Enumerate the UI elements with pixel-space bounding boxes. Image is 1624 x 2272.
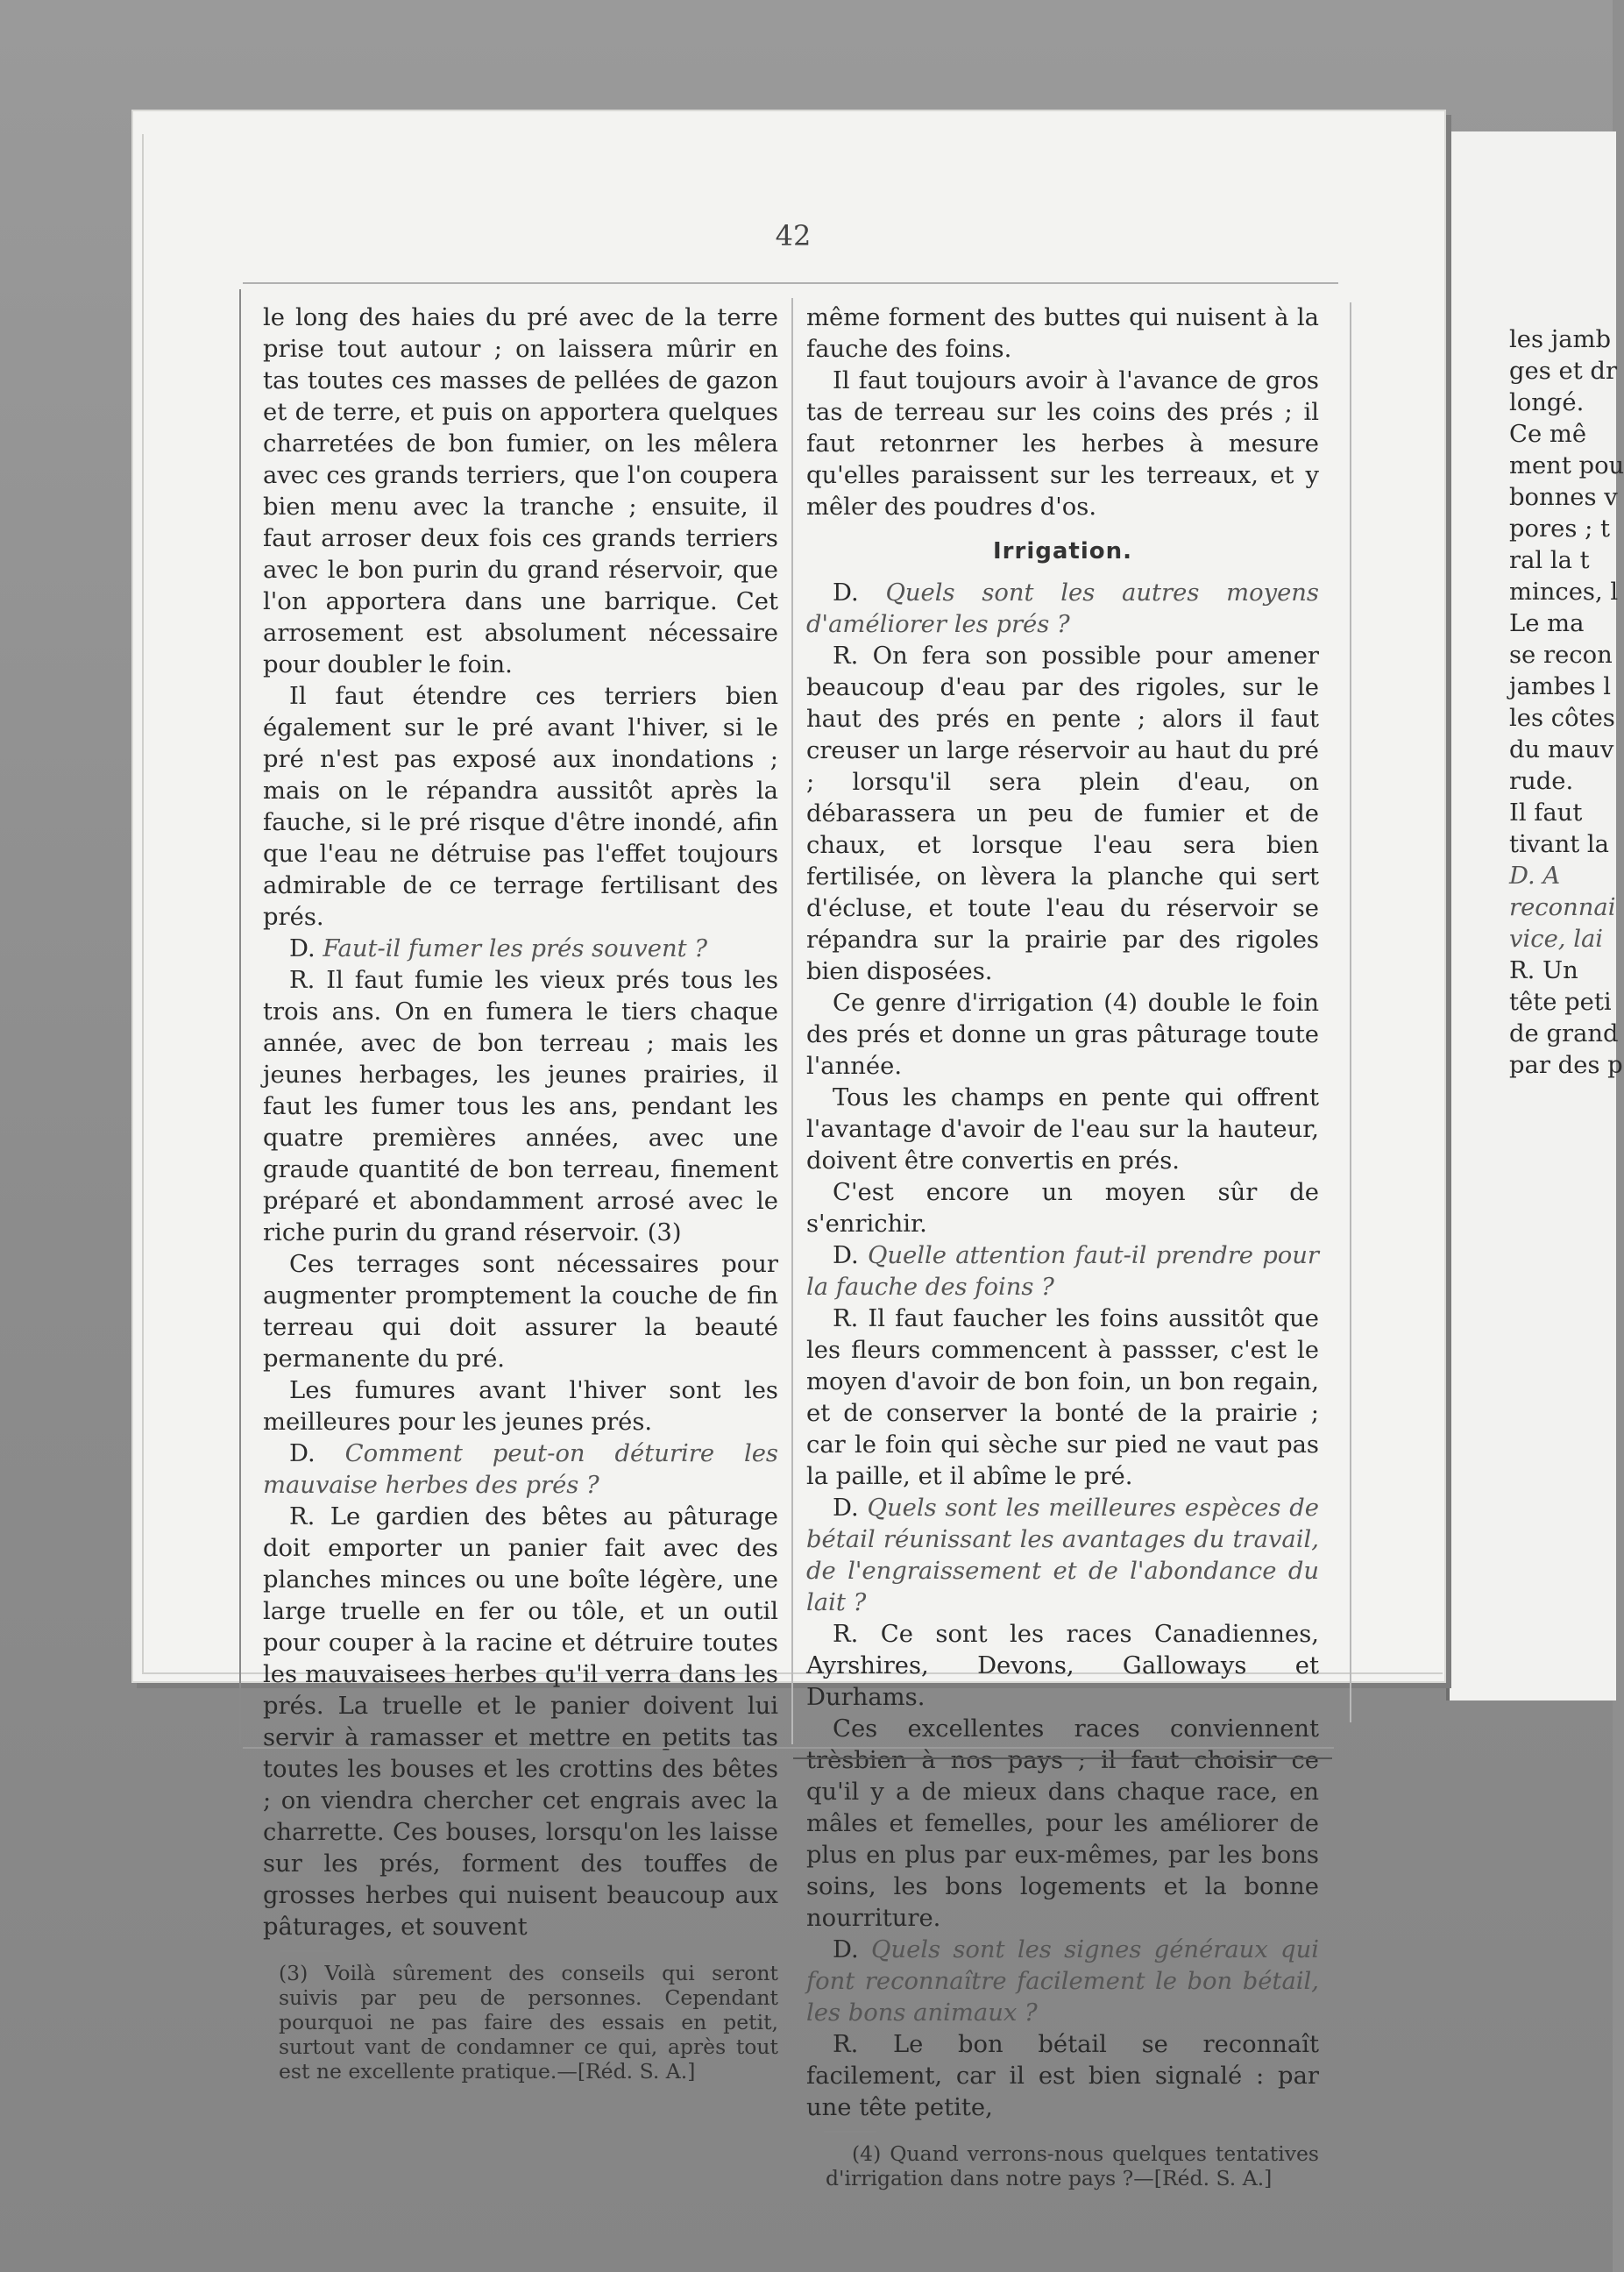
facing-page-line: Ce mê — [1509, 421, 1587, 448]
facing-page-line: longé. — [1509, 389, 1585, 416]
facing-page-line: ment pou — [1509, 452, 1624, 479]
question-paragraph — [263, 1438, 778, 1502]
left-column — [263, 302, 778, 2084]
question-label: D. — [289, 1440, 345, 1467]
header-rule — [243, 282, 1338, 284]
page-bottom-rule — [243, 1747, 1334, 1749]
facing-page-line: minces, l — [1509, 579, 1619, 606]
question-label: D. — [833, 1936, 871, 1963]
right-margin-rule — [1350, 302, 1351, 1722]
question-label: D. — [289, 935, 323, 962]
facing-page-line: tête peti — [1509, 989, 1612, 1016]
body-paragraph: Ce genre d'irrigation (4) double le foin des prés et donne un gras pâturage toute l'année. — [806, 990, 1319, 1080]
question-label: D. — [833, 1242, 868, 1269]
facing-page-line: du mauv — [1509, 736, 1614, 763]
facing-page-line: par des p — [1509, 1052, 1623, 1079]
facing-page-line: Il faut — [1509, 799, 1583, 827]
question-text: Faut-il fumer les prés souvent ? — [323, 935, 708, 962]
body-paragraph: Il faut étendre ces terriers bien également sur le pré avant l'hiver, si le pré n'est pas exposé aux inondations ; mais on le répandra aussitôt après la fauche, si le pré risque d'être inondé, afin que l'eau ne détruise pas l'effet toujours admirable de ce terrage fertilisant des prés. — [263, 683, 778, 931]
right-column — [806, 302, 1319, 2190]
facing-page-line: reconnai — [1509, 894, 1616, 921]
body-paragraph: R. Le bon bétail se reconnaît facilement, car il est bien signalé : par une tête petite, — [806, 2031, 1319, 2121]
facing-page-line: R. Un — [1509, 957, 1578, 984]
body-paragraph: R. Il faut fumie les vieux prés tous les trois ans. On en fumera le tiers chaque année, avec de bon terreau ; mais les jeunes herbages, les jeunes prairies, il faut les fumer tous les ans, pendant les quatre premières années, avec une graude quantité de bon terreau, finement préparé et abondamment arrosé avec le riche purin du grand réservoir. (3) — [263, 967, 778, 1246]
body-paragraph: Les fumures avant l'hiver sont les meilleures pour les jeunes prés. — [263, 1377, 778, 1436]
facing-page-line: D. A — [1509, 863, 1561, 890]
body-paragraph: R. Ce sont les races Canadiennes, Ayrshires, Devons, Galloways et Durhams. — [806, 1621, 1319, 1711]
facing-page-line: tivant la — [1509, 831, 1610, 858]
question-paragraph — [263, 934, 778, 965]
footnote-separator — [824, 2131, 876, 2133]
right-column-body — [806, 302, 1319, 2124]
question-text: Comment peut-on déturire les mauvaise herbes des prés ? — [263, 1440, 778, 1499]
body-paragraph: Tous les champs en pente qui offrent l'avantage d'avoir de l'eau sur la hauteur, doivent être convertis en prés. — [806, 1084, 1319, 1175]
footnote-3: (3) Voilà sûrement des conseils qui seront suivis par peu de personnes. Cependant pourquoi ne pas faire des essais en petit, surtout vant de condamner ce qui, après tout est ne excellente pratique.—[Réd. S. A.] — [279, 1961, 778, 2084]
section-heading: Irrigation. — [993, 538, 1132, 564]
question-text: Quelle attention faut-il prendre pour la fauche des foins ? — [806, 1242, 1319, 1301]
question-paragraph — [806, 1240, 1319, 1303]
body-paragraph: R. Il faut faucher les foins aussitôt que les fleurs commencent à passser, c'est le moyen d'avoir de bon foin, un bon regain, et de conserver la bonté de la prairie ; car le foin qui sèche sur pied ne vaut pas la paille, et il abîme le pré. — [806, 1305, 1319, 1490]
body-paragraph: R. Le gardien des bêtes au pâturage doit emporter un panier fait avec des planches minces ou une boîte légère, une large truelle en fer ou tôle, et un outil pour couper à la racine et détruire toutes les mauvaisees herbes qu'il verra dans les prés. La truelle et le panier doivent lui servir à ramasser et mettre en petits tas toutes les bouses et les crottins des bêtes ; on viendra chercher cet engrais avec la charrette. Ces bouses, lorsqu'on les laisse sur les prés, forment des touffes de grosses herbes qui nuisent beaucoup aux pâturages, et souvent — [263, 1503, 778, 1941]
body-paragraph: le long des haies du pré avec de la terre prise tout autour ; on laissera mûrir en tas toutes ces masses de pellées de gazon et de terre, et puis on apportera quelques charretées de bon fumier, on les mêlera avec ces grands terriers, que l'on coupera bien menu avec la tranche ; ensuite, il faut arroser deux fois ces grands terriers avec le bon purin du grand réservoir, que l'on apportera dans une barrique. Cet arrosement est absolument nécessaire pour doubler le foin. — [263, 304, 778, 678]
facing-page-line: les jamb — [1509, 326, 1612, 353]
facing-page-line: ral la t — [1509, 547, 1590, 574]
question-text: Quels sont les signes généraux qui font reconnaître facilement le bon bétail, les bons animaux ? — [806, 1936, 1319, 2027]
question-text: Quels sont les meilleures espèces de bétail réunissant les avantages du travail, de l'engraissement et de l'abondance du lait ? — [806, 1495, 1319, 1616]
facing-page-line: Le ma — [1509, 610, 1585, 637]
facing-page-line: pores ; t — [1509, 515, 1611, 543]
facing-page-line: ges et dr — [1509, 358, 1618, 385]
body-paragraph: Il faut toujours avoir à l'avance de gros tas de terreau sur les coins des prés ; il faut retonrner les herbes à mesure qu'elles paraissent sur les terreaux, et y mêler des poudres d'os. — [806, 367, 1319, 521]
question-paragraph — [806, 578, 1319, 641]
footnote-separator — [280, 1950, 333, 1952]
question-paragraph — [806, 1493, 1319, 1619]
question-label: D. — [833, 579, 886, 607]
body-paragraph: Ces excellentes races conviennent trèsbien à nos pays ; il faut choisir ce qu'il y a de mieux dans chaque race, en mâles et femelles, pour les améliorer de plus en plus par eux-mêmes, par les bons soins, les bons logements et la bonne nourriture. — [806, 1715, 1319, 1932]
question-paragraph — [806, 1935, 1319, 2029]
left-margin-rule — [239, 289, 241, 1744]
body-paragraph: Ces terrages sont nécessaires pour augmenter promptement la couche de fin terreau qui doit assurer la beauté permanente du pré. — [263, 1251, 778, 1373]
facing-page-line: se recon — [1509, 642, 1613, 669]
footnote-4: (4) Quand verrons-nous quelques tentatives d'irrigation dans notre pays ?—[Réd. S. A.] — [826, 2141, 1319, 2190]
facing-page-line: bonnes v — [1509, 484, 1618, 511]
body-paragraph: C'est encore un moyen sûr de s'enrichir. — [806, 1179, 1319, 1238]
question-label: D. — [833, 1495, 868, 1522]
facing-page-line: de grand — [1509, 1020, 1619, 1047]
column-bottom-rule — [793, 1757, 1332, 1759]
body-paragraph: même forment des buttes qui nuisent à la fauche des foins. — [806, 304, 1319, 363]
facing-page-line: vice, lai — [1509, 926, 1604, 953]
facing-page-line: rude. — [1509, 768, 1574, 795]
left-column-body — [263, 302, 778, 1943]
question-text: Quels sont les autres moyens d'améliorer les prés ? — [806, 579, 1319, 638]
page-number: 42 — [775, 219, 812, 252]
column-divider — [791, 298, 793, 1744]
facing-page-column — [1509, 324, 1624, 1082]
facing-page-line: les côtes — [1509, 705, 1615, 732]
body-paragraph: R. On fera son possible pour amener beaucoup d'eau par des rigoles, sur le haut des prés en pente ; alors il faut creuser un large réservoir au haut du pré ; lorsqu'il sera plein d'eau, on débarassera un peu de fumier et de chaux, et lorsque l'eau sera bien fertilisée, on lèvera la planche qui sert d'écluse, et toute l'eau du réservoir se répandra sur la prairie par des rigoles bien disposées. — [806, 643, 1319, 985]
facing-page-line: jambes l — [1509, 673, 1612, 700]
